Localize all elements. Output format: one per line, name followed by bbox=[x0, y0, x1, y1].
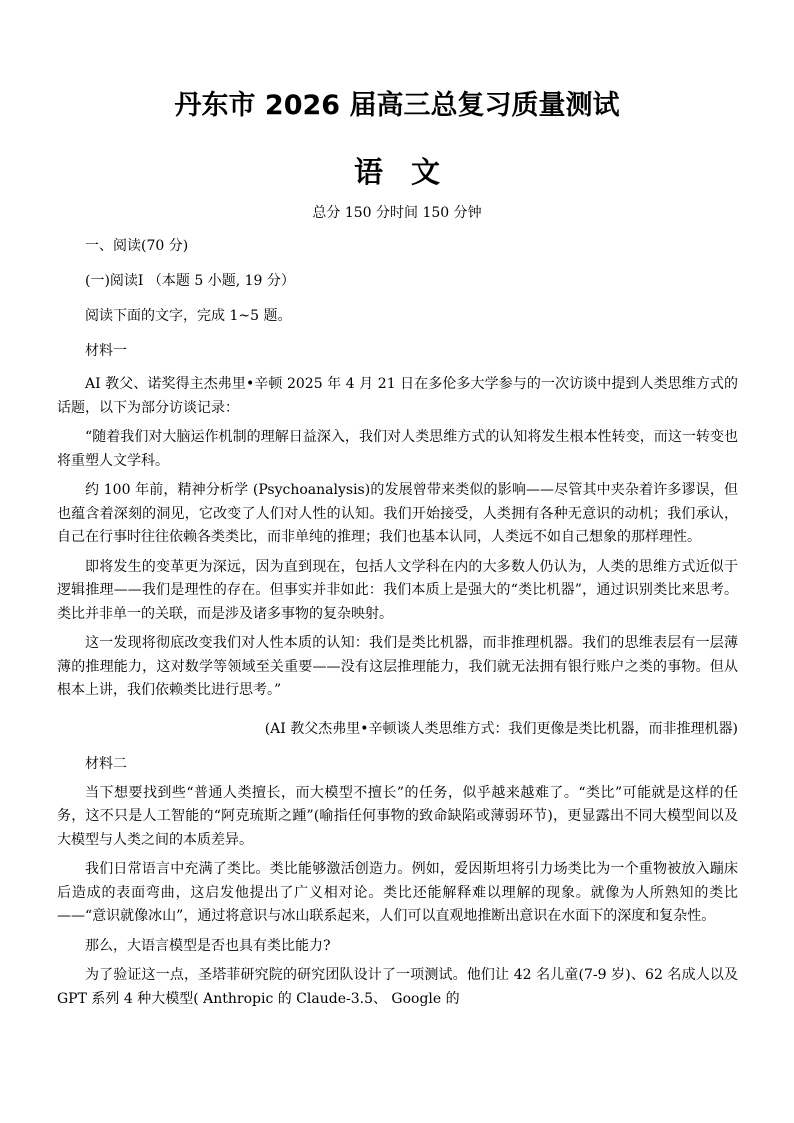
section-instruction: 阅读下面的文字，完成 1~5 题。 bbox=[85, 308, 292, 324]
material-one-paragraph: 约 100 年前，精神分析学 (Psychoanalysis)的发展曾带来类似的影响——尽管其中夹杂着许多谬误，但也蕴含着深刻的洞见，它改变了人们对人性的认知。我们开始接受，人类拥有各种无意识的动机；我们承认，自己在行事时往往依赖各类类比，而非单纯的推理；我们也基本认同，人类远不如自己想象的那样理性。 bbox=[57, 482, 738, 545]
material-two-paragraph: 当下想要找到些“普通人类擅长，而大模型不擅长”的任务，似乎越来越难了。“类比”可能就是这样的任务，这不只是人工智能的“阿克琉斯之踵”(喻指任何事物的致命缺陷或薄弱环节)，更显露出不同大模型间以及大模型与人类之间的本质差异。 bbox=[57, 784, 738, 848]
section-subheading: (一)阅读Ⅰ （本题 5 小题, 19 分） bbox=[85, 273, 295, 289]
section-heading: 一、阅读(70 分) bbox=[85, 238, 189, 254]
material-one-paragraph: 即将发生的变革更为深远，因为直到现在，包括人文学科在内的大多数人仍认为，人类的思维方式近似于逻辑推理——我们是理性的存在。但事实并非如此：我们本质上是强大的“类比机器”，通过识别类比来思考。类比并非单一的关联，而是涉及诸多事物的复杂映射。 bbox=[57, 558, 738, 622]
material-one-paragraph: “随着我们对大脑运作机制的理解日益深入，我们对人类思维方式的认知将发生根本性转变，而这一转变也将重塑人文学科。 bbox=[57, 429, 738, 469]
subject-title: 语文 bbox=[353, 155, 468, 189]
material-one-source: (AI 教父杰弗里•辛顿谈人类思维方式：我们更像是类比机器，而非推理机器) bbox=[264, 720, 738, 737]
material-two-paragraph: 那么，大语言模型是否也具有类比能力? bbox=[85, 937, 331, 954]
material-one-paragraph: 这一发现将彻底改变我们对人性本质的认知：我们是类比机器，而非推理机器。我们的思维表层有一层薄薄的推理能力，这对数学等领域至关重要——没有这层推理能力，我们就无法拥有银行账户之类的事物。但从根本上讲，我们依赖类比进行思考。” bbox=[57, 635, 738, 698]
exam-meta: 总分 150 分时间 150 分钟 bbox=[312, 205, 482, 221]
material-two-paragraph: 我们日常语言中充满了类比。类比能够激活创造力。例如，爱因斯坦将引力场类比为一个重物被放入蹦床后造成的表面弯曲，这启发他提出了广义相对论。类比还能解释难以理解的现象。就像为人所熟知的类比——“意识就像冰山”，通过将意识与冰山联系起来，人们可以直观地推断出意识在水面下的深度和复杂性。 bbox=[57, 861, 738, 924]
material-two-label: 材料二 bbox=[85, 755, 127, 772]
material-two-paragraph: 为了验证这一点，圣塔菲研究院的研究团队设计了一项测试。他们让 42 名儿童(7-9 岁)、62 名成人以及 GPT 系列 4 种大模型( Anthropic 的 Claude-3.5、 Google 的 bbox=[57, 967, 738, 1007]
material-one-paragraph: AI 教父、诺奖得主杰弗里•辛顿 2025 年 4 月 21 日在多伦多大学参与的一次访谈中提到人类思维方式的话题，以下为部分访谈记录： bbox=[57, 376, 738, 416]
material-one-label: 材料一 bbox=[85, 343, 127, 359]
exam-body bbox=[57, 229, 738, 1017]
exam-title: 丹东市 2026 届高三总复习质量测试 bbox=[174, 90, 620, 121]
